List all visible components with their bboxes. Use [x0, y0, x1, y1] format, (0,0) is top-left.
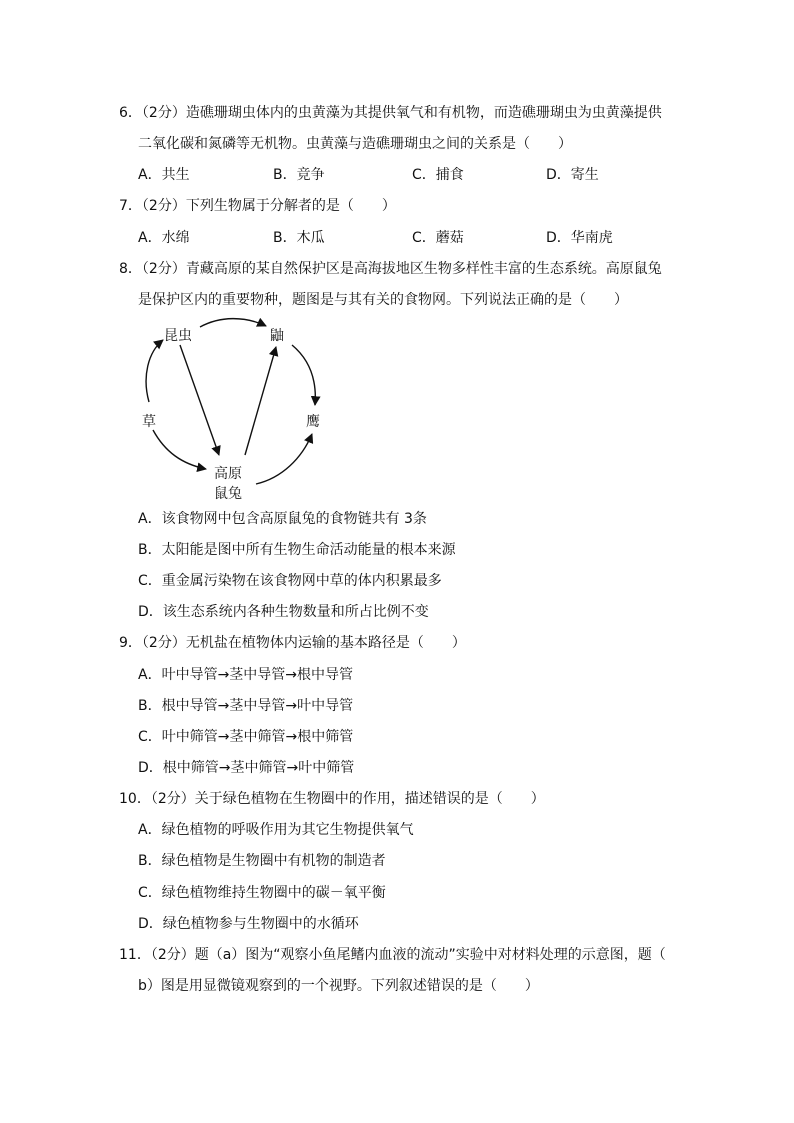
- question-6-option-c[interactable]: C．捕食: [412, 167, 464, 183]
- arrow-insect-to-pika: [180, 345, 219, 455]
- question-10-option-c[interactable]: C．绿色植物维持生物圈中的碳－氧平衡: [138, 885, 386, 901]
- question-8-option-b[interactable]: B．太阳能是图中所有生物生命活动能量的根本来源: [138, 542, 456, 558]
- question-6-option-d[interactable]: D．寄生: [546, 167, 599, 183]
- question-6-option-a[interactable]: A．共生: [138, 167, 190, 183]
- question-10-option-d[interactable]: D．绿色植物参与生物圈中的水循环: [138, 916, 359, 932]
- question-8-option-c[interactable]: C．重金属污染物在该食物网中草的体内积累最多: [138, 573, 442, 589]
- question-8-option-d[interactable]: D．该生态系统内各种生物数量和所占比例不变: [138, 604, 429, 620]
- node-pika-line1: 高原: [214, 466, 242, 482]
- question-8-stem-line1: 8．（2分）青藏高原的某自然保护区是高海拔地区生物多样性丰富的生态系统。高原鼠兔: [119, 261, 662, 277]
- question-9-option-a[interactable]: A．叶中导管→茎中导管→根中导管: [138, 667, 354, 683]
- node-eagle: 鹰: [306, 414, 320, 430]
- arrow-grass-to-pika: [153, 430, 206, 469]
- question-6-stem-line1: 6．（2分）造礁珊瑚虫体内的虫黄藻为其提供氧气和有机物，而造礁珊瑚虫为虫黄藻提供: [119, 105, 662, 121]
- node-grass: 草: [142, 414, 156, 430]
- question-10-option-b[interactable]: B．绿色植物是生物圈中有机物的制造者: [138, 853, 386, 869]
- question-9-option-b[interactable]: B．根中导管→茎中导管→叶中导管: [138, 698, 354, 714]
- arrow-weasel-to-eagle: [292, 345, 315, 405]
- question-10-option-a[interactable]: A．绿色植物的呼吸作用为其它生物提供氧气: [138, 822, 414, 838]
- arrow-pika-to-eagle: [256, 434, 312, 484]
- arrow-grass-to-insect: [146, 340, 163, 402]
- node-weasel: 鼬: [270, 328, 284, 344]
- question-7-option-c[interactable]: C．蘑菇: [412, 230, 464, 246]
- question-9-option-c[interactable]: C．叶中筛管→茎中筛管→根中筛管: [138, 729, 354, 745]
- question-7-option-a[interactable]: A．水绵: [138, 230, 190, 246]
- question-6-stem-line2: 二氧化碳和氮磷等无机物。虫黄藻与造礁珊瑚虫之间的关系是（ ）: [138, 136, 572, 152]
- question-7-option-b[interactable]: B．木瓜: [273, 230, 325, 246]
- question-8-option-a[interactable]: A．该食物网中包含高原鼠兔的食物链共有 3条: [138, 511, 427, 527]
- node-pika-line2: 鼠兔: [214, 486, 242, 502]
- question-11-stem-line1: 11．（2分）题（a）图为“观察小鱼尾鳍内血液的流动”实验中对材料处理的示意图，题（: [119, 947, 666, 963]
- node-insect: 昆虫: [164, 328, 192, 344]
- question-7-option-d[interactable]: D．华南虎: [546, 230, 613, 246]
- question-7-stem: 7．（2分）下列生物属于分解者的是（ ）: [119, 198, 396, 214]
- arrow-insect-to-weasel: [200, 319, 266, 327]
- question-9-option-d[interactable]: D．根中筛管→茎中筛管→叶中筛管: [138, 760, 355, 776]
- question-8-stem-line2: 是保护区内的重要物种，题图是与其有关的食物网。下列说法正确的是（ ）: [138, 292, 628, 308]
- question-9-stem: 9．（2分）无机盐在植物体内运输的基本路径是（ ）: [119, 635, 466, 651]
- question-6-option-b[interactable]: B．竞争: [273, 167, 325, 183]
- question-10-stem: 10．（2分）关于绿色植物在生物圈中的作用，描述错误的是（ ）: [119, 791, 545, 807]
- arrow-pika-to-weasel: [245, 347, 276, 455]
- question-11-stem-line2: b）图是用显微镜观察到的一个视野。下列叙述错误的是（ ）: [138, 978, 539, 994]
- food-web-diagram: [120, 312, 360, 507]
